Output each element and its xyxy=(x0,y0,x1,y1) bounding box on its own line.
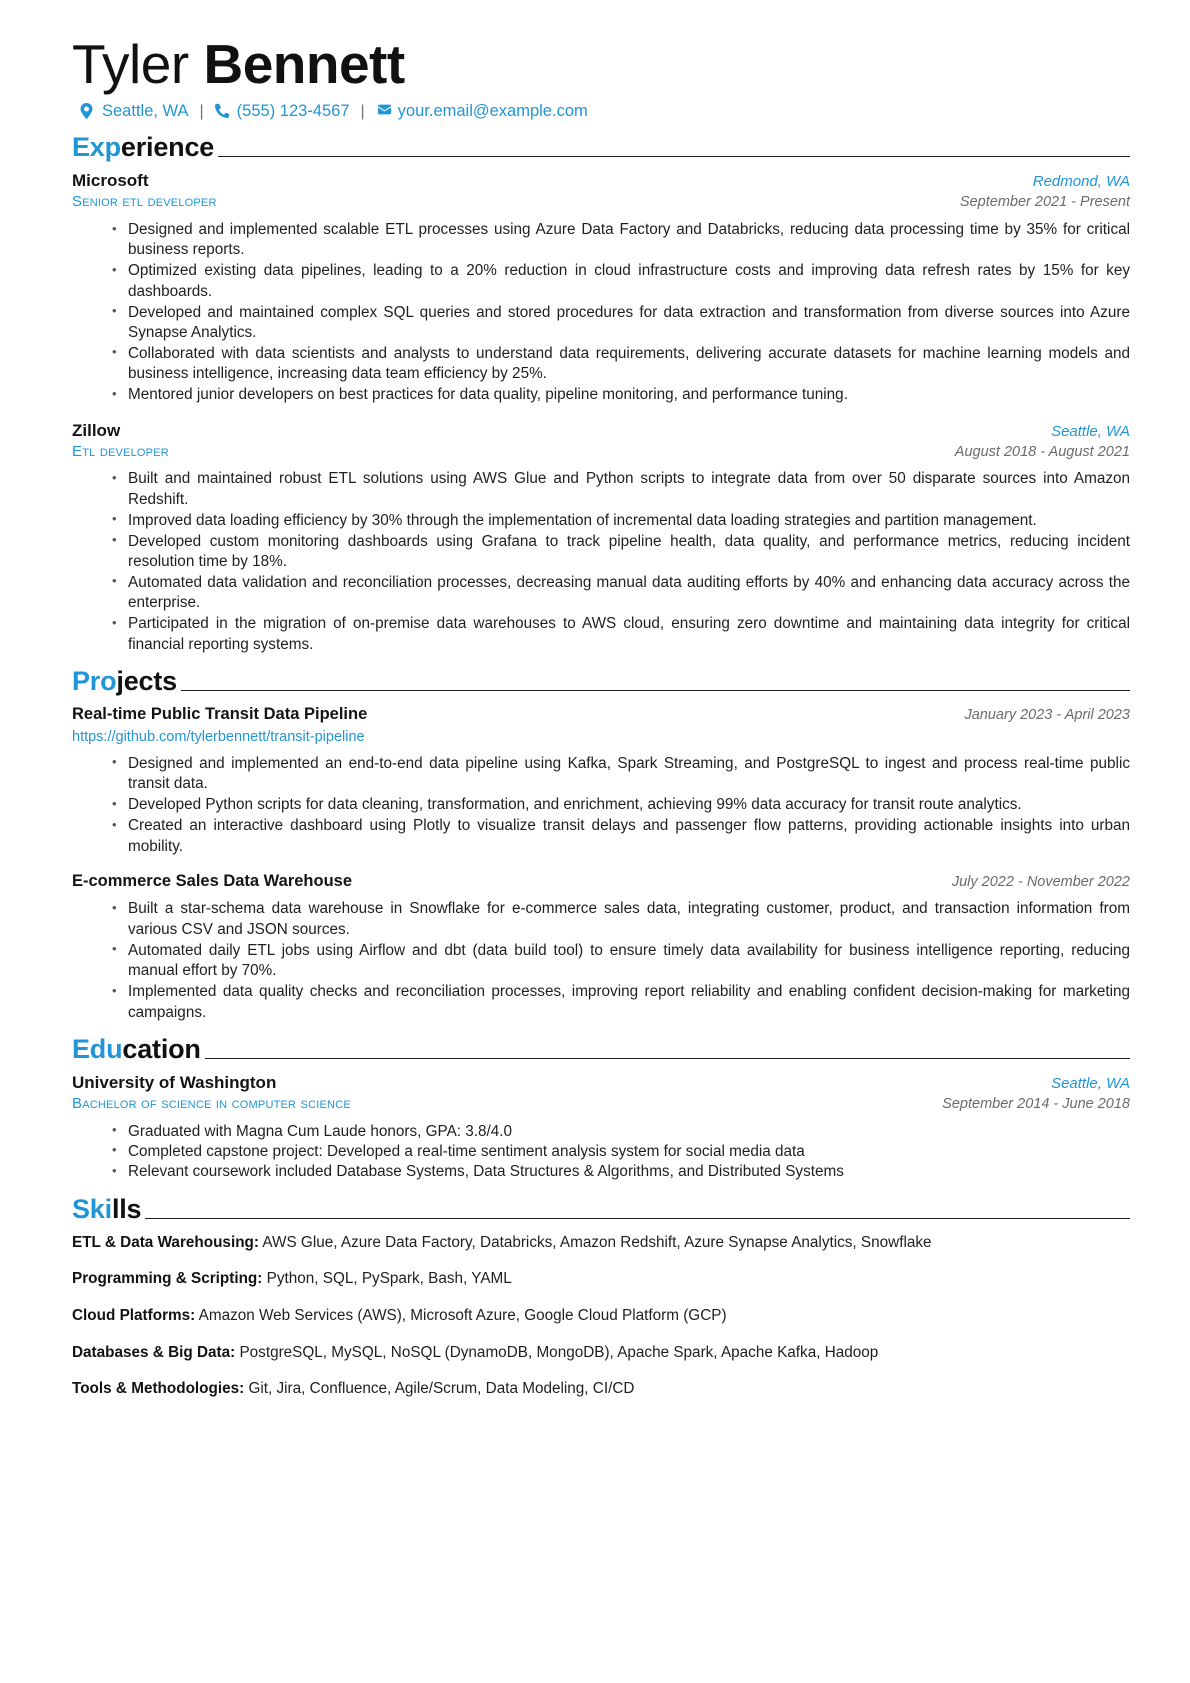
list-item: • Created an interactive dashboard using Plotly to visualize transit delays and passenger flow patterns, providing actionable insights into urban mobility. xyxy=(112,816,1130,857)
skill-row xyxy=(72,1233,1130,1254)
last-name xyxy=(189,33,204,95)
employer-location: Seattle, WA xyxy=(1051,422,1130,440)
project-url-link[interactable]: https://github.com/tylerbennett/transit-pipeline xyxy=(72,728,365,745)
skill-row xyxy=(72,1306,1130,1327)
section-experience xyxy=(72,134,1130,655)
list-item: • Developed custom monitoring dashboards using Grafana to track pipeline health, data quality, and performance metrics, reducing incident resolution time by 18%. xyxy=(112,532,1130,573)
entry-top-row xyxy=(72,704,1130,726)
list-item: • Collaborated with data scientists and analysts to understand data requirements, delivering accurate datasets for machine learning models and business intelligence, increasing data team efficiency by 25%. xyxy=(112,344,1130,385)
employer-location: Redmond, WA xyxy=(1032,173,1130,191)
section-title-rest: erience xyxy=(120,132,215,163)
job-dates: August 2018 - August 2021 xyxy=(954,443,1130,460)
skill-row xyxy=(72,1379,1130,1400)
section-header-projects xyxy=(72,668,1130,695)
section-title-projects xyxy=(72,668,177,695)
contact-separator-1: | xyxy=(199,102,204,120)
list-item: • Improved data loading efficiency by 30% through the implementation of incremental data loading strategies and partition management. xyxy=(112,511,1130,531)
skill-row xyxy=(72,1343,1130,1364)
section-title-highlight: Ski xyxy=(72,1193,112,1224)
section-title-skills xyxy=(72,1193,142,1224)
first-name: Tyler xyxy=(72,33,189,95)
resume-header xyxy=(72,34,1130,121)
section-title-highlight: Pro xyxy=(72,666,117,697)
job-title: Senior etl developer xyxy=(72,193,217,211)
school-name: University of Washington xyxy=(72,1072,277,1092)
employer-name: Zillow xyxy=(72,420,121,440)
project-dates: July 2022 - November 2022 xyxy=(951,873,1130,890)
entry-sub-row xyxy=(72,192,1130,213)
contact-email xyxy=(376,102,588,122)
contact-location-text: Seattle, WA xyxy=(102,101,189,120)
contact-separator-2: | xyxy=(360,102,365,120)
entry-top-row xyxy=(72,1072,1130,1094)
list-item: • Implemented data quality checks and reconciliation processes, improving report reliability and enabling confident decision-making for marketing campaigns. xyxy=(112,982,1130,1023)
list-item: • Developed and maintained complex SQL queries and stored procedures for data extraction and transformation from diverse sources into Azure Synapse Analytics. xyxy=(112,303,1130,344)
contact-phone xyxy=(215,102,350,122)
section-rule xyxy=(181,690,1130,691)
project-entry xyxy=(72,871,1130,1023)
section-rule xyxy=(205,1058,1130,1059)
skill-category-label: Programming & Scripting: xyxy=(72,1270,263,1288)
education-dates: September 2014 - June 2018 xyxy=(942,1096,1130,1112)
skill-row xyxy=(72,1269,1130,1290)
section-header-education xyxy=(72,1033,1130,1064)
job-title: Etl developer xyxy=(72,442,169,460)
section-title-experience xyxy=(72,134,214,161)
list-item: • Participated in the migration of on-premise data warehouses to AWS cloud, ensuring zero downtime and maintaining data integrity for critical financial reporting systems. xyxy=(112,614,1130,655)
entry-top-row xyxy=(72,871,1130,893)
list-item: • Designed and implemented scalable ETL processes using Azure Data Factory and Databricks, reducing data processing time by 35% for critical business reports. xyxy=(112,220,1130,261)
experience-entry xyxy=(72,420,1130,655)
skill-category-label: Databases & Big Data: xyxy=(72,1343,236,1361)
list-item: • Optimized existing data pipelines, leading to a 20% reduction in cloud infrastructure costs and improving data refresh rates by 15% for key dashboards. xyxy=(112,261,1130,302)
responsibility-list xyxy=(72,220,1130,406)
map-pin-icon xyxy=(80,103,95,119)
skill-category-label: Tools & Methodologies: xyxy=(72,1380,245,1398)
entry-top-row xyxy=(72,420,1130,442)
list-item: • Built and maintained robust ETL solutions using AWS Glue and Python scripts to integrate data from over 50 disparate sources into Amazon Redshift. xyxy=(112,469,1130,510)
education-entry xyxy=(72,1072,1130,1183)
list-item: • Developed Python scripts for data cleaning, transformation, and enrichment, achieving 99% data accuracy for transit route analytics. xyxy=(112,795,1130,815)
list-item: • Built a star-schema data warehouse in Snowflake for e-commerce sales data, integrating customer, product, and transaction information from various CSV and JSON sources. xyxy=(112,899,1130,940)
section-title-highlight: Exp xyxy=(72,132,121,163)
list-item: • Designed and implemented an end-to-end data pipeline using Kafka, Spark Streaming, and PostgreSQL to ingest and process real-time public transit data. xyxy=(112,754,1130,795)
entry-top-row xyxy=(72,170,1130,192)
list-item: • Automated data validation and reconciliation processes, decreasing manual data auditing efforts by 40% and enhancing data accuracy across the enterprise. xyxy=(112,573,1130,614)
section-skills xyxy=(72,1193,1130,1400)
skill-values: PostgreSQL, MySQL, NoSQL (DynamoDB, MongoDB), Apache Spark, Apache Kafka, Hadoop xyxy=(239,1343,879,1361)
section-header-skills xyxy=(72,1193,1130,1224)
contact-phone-text: (555) 123-4567 xyxy=(236,101,350,120)
phone-icon xyxy=(215,103,230,119)
project-name: Real-time Public Transit Data Pipeline xyxy=(72,705,368,724)
experience-entry xyxy=(72,170,1130,405)
skill-values: Git, Jira, Confluence, Agile/Scrum, Data Modeling, CI/CD xyxy=(248,1380,635,1398)
list-item: • Mentored junior developers on best practices for data quality, pipeline monitoring, and performance tuning. xyxy=(112,385,1130,405)
list-item: • Graduated with Magna Cum Laude honors, GPA: 3.8/4.0 xyxy=(112,1122,1130,1142)
school-location: Seattle, WA xyxy=(1051,1074,1130,1092)
skill-category-label: Cloud Platforms: xyxy=(72,1307,196,1325)
contact-row xyxy=(80,102,1130,122)
list-item: • Completed capstone project: Developed a real-time sentiment analysis system for social media data xyxy=(112,1142,1130,1162)
list-item: • Relevant coursework included Database Systems, Data Structures & Algorithms, and Distributed Systems xyxy=(112,1162,1130,1182)
section-title-rest: lls xyxy=(111,1193,142,1224)
section-header-experience xyxy=(72,134,1130,161)
skill-values: Python, SQL, PySpark, Bash, YAML xyxy=(266,1270,512,1288)
section-title-highlight: Edu xyxy=(72,1033,123,1064)
project-detail-list xyxy=(72,754,1130,857)
employer-name: Microsoft xyxy=(72,171,149,191)
degree-title: Bachelor of science in computer science xyxy=(72,1095,351,1112)
contact-location xyxy=(80,102,189,122)
skill-values: Amazon Web Services (AWS), Microsoft Azure, Google Cloud Platform (GCP) xyxy=(198,1307,727,1325)
entry-sub-row xyxy=(72,442,1130,463)
entry-sub-row xyxy=(72,1094,1130,1115)
section-education xyxy=(72,1033,1130,1183)
contact-email-text: your.email@example.com xyxy=(397,101,588,120)
section-title-rest: jects xyxy=(116,666,177,697)
project-detail-list xyxy=(72,899,1130,1022)
section-rule xyxy=(145,1218,1130,1219)
skill-category-label: ETL & Data Warehousing: xyxy=(72,1233,259,1251)
section-title-education xyxy=(72,1033,201,1064)
skills-list xyxy=(72,1233,1130,1400)
education-detail-list xyxy=(72,1122,1130,1183)
section-title-rest: cation xyxy=(122,1033,201,1064)
project-name: E-commerce Sales Data Warehouse xyxy=(72,871,353,890)
responsibility-list xyxy=(72,469,1130,655)
envelope-icon xyxy=(376,103,391,119)
list-item: • Automated daily ETL jobs using Airflow and dbt (data build tool) to ensure timely data availability for business intelligence reporting, reducing manual effort by 70%. xyxy=(112,941,1130,982)
candidate-name xyxy=(72,34,1130,96)
skill-values: AWS Glue, Azure Data Factory, Databricks, Amazon Redshift, Azure Synapse Analytics, Snowflake xyxy=(262,1233,932,1251)
section-rule xyxy=(218,156,1130,157)
project-entry xyxy=(72,704,1130,857)
last-name-text: Bennett xyxy=(203,33,405,95)
job-dates: September 2021 - Present xyxy=(959,194,1130,211)
project-dates: January 2023 - April 2023 xyxy=(964,707,1130,724)
section-projects xyxy=(72,668,1130,1023)
